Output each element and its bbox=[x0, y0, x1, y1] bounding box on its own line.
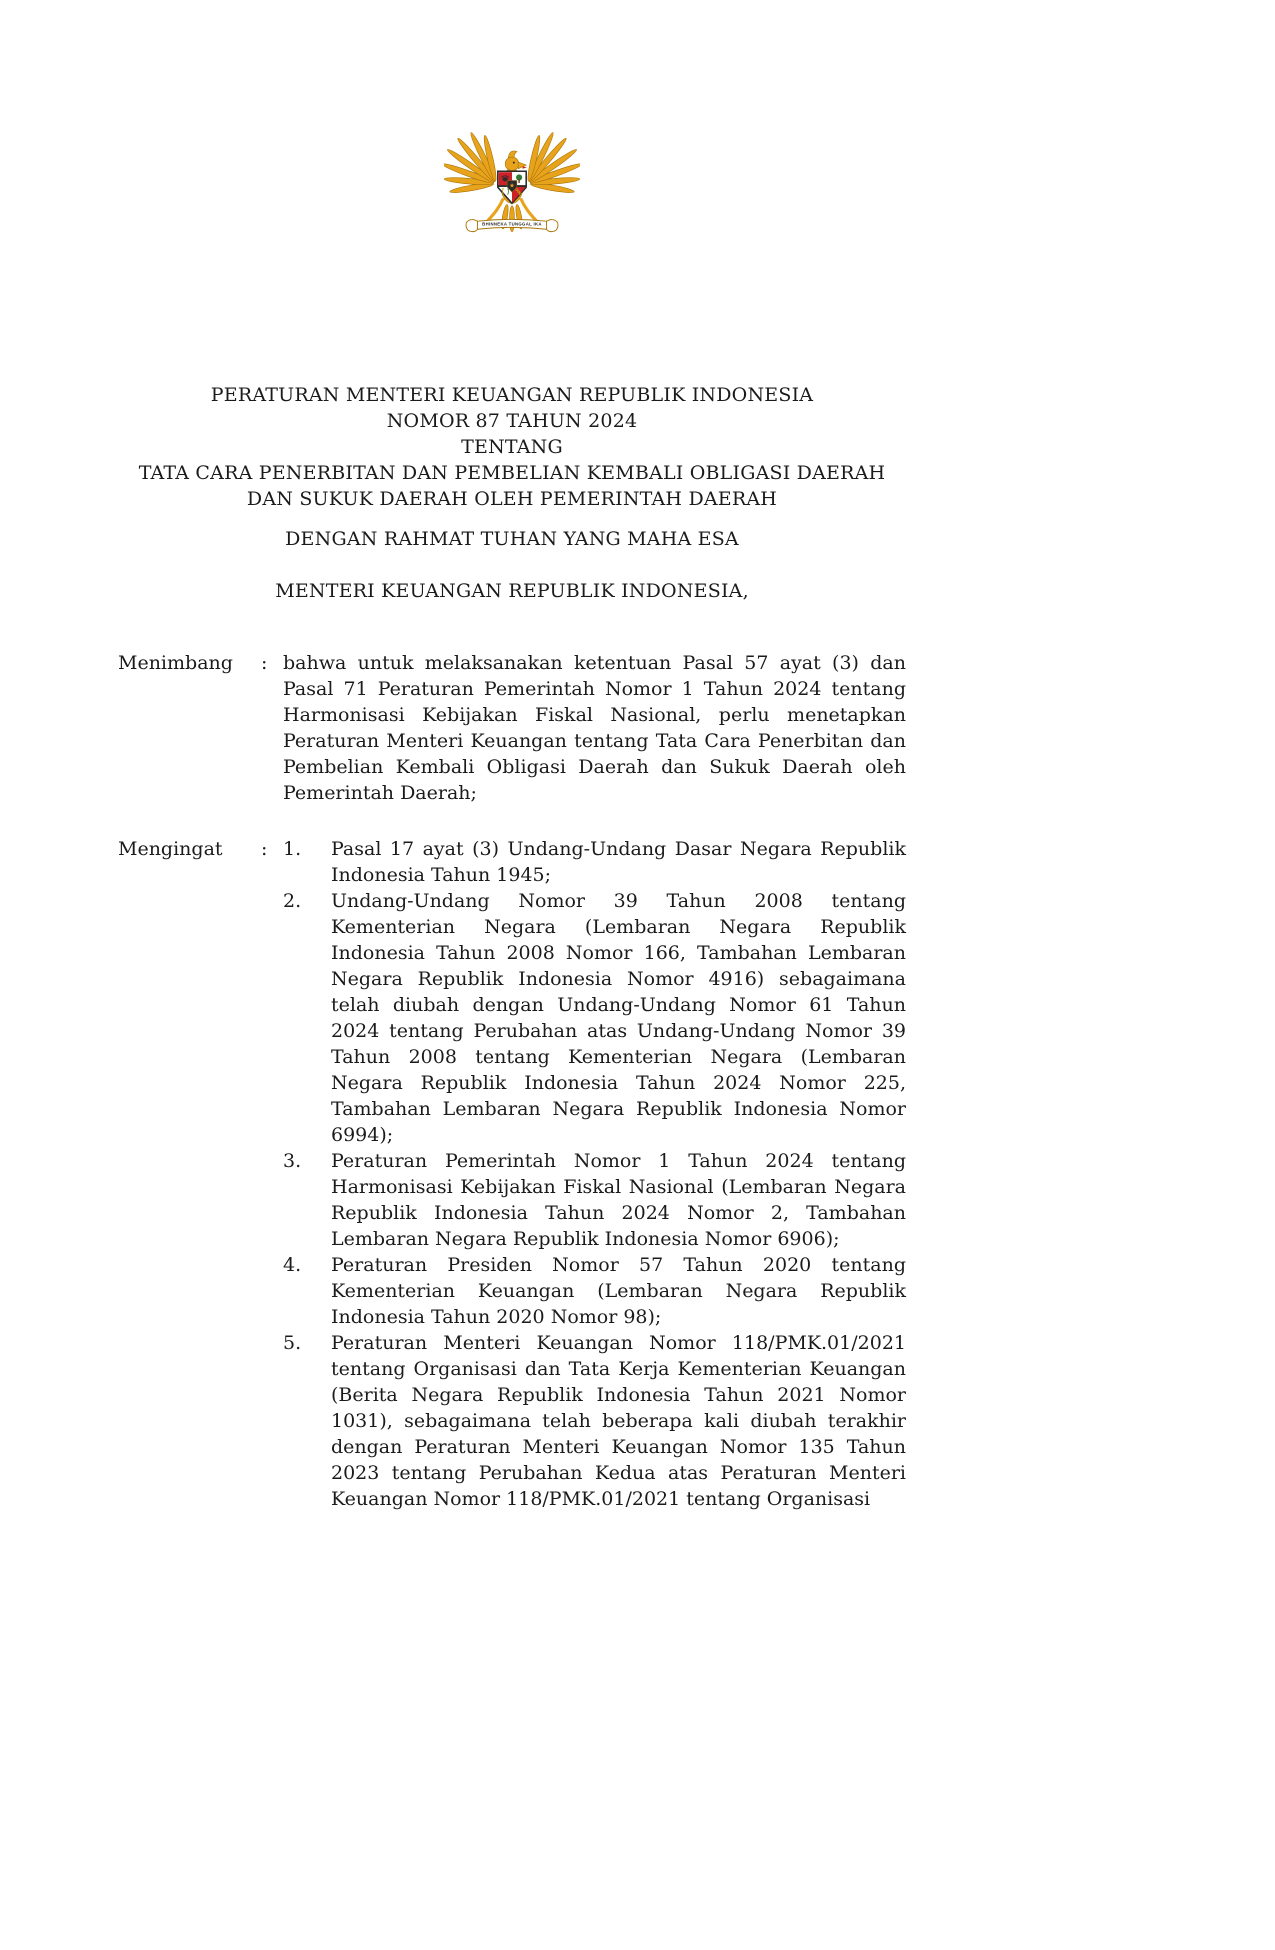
title-line-4: TATA CARA PENERBITAN DAN PEMBELIAN KEMBALI OBLIGASI DAERAH bbox=[138, 462, 886, 484]
list-item-number: 1. bbox=[283, 838, 302, 860]
title-line-2: NOMOR 87 TAHUN 2024 bbox=[386, 410, 638, 432]
mengingat-clause bbox=[118, 836, 906, 1512]
authority-line: MENTERI KEUANGAN REPUBLIK INDONESIA, bbox=[275, 580, 749, 602]
mengingat-separator: : bbox=[261, 838, 268, 860]
list-item-number: 5. bbox=[283, 1332, 302, 1354]
menimbang-separator: : bbox=[261, 652, 268, 674]
list-item-number: 4. bbox=[283, 1254, 302, 1276]
list-item-text: Peraturan Pemerintah Nomor 1 Tahun 2024 tentang Harmonisasi Kebijakan Fiskal Nasional (Lembaran Negara Republik Indonesia Tahun 2024 Nomor 2, Tambahan Lembaran Negara Republik Indonesia Nomor 6906); bbox=[331, 1150, 906, 1250]
list-item-text: Undang-Undang Nomor 39 Tahun 2008 tentang Kementerian Negara (Lembaran Negara Republik Indonesia Tahun 2008 Nomor 166, Tambahan Lembaran Negara Republik Indonesia Nomor 4916) sebagaimana telah diubah dengan Undang-Undang Nomor 61 Tahun 2024 tentang Perubahan atas Undang-Undang Nomor 39 Tahun 2008 tentang Kementerian Negara (Lembaran Negara Republik Indonesia Tahun 2024 Nomor 225, Tambahan Lembaran Negara Republik Indonesia Nomor 6994); bbox=[331, 890, 906, 1146]
list-item-number: 2. bbox=[283, 890, 302, 912]
garuda-pancasila-emblem bbox=[444, 112, 580, 257]
garuda-head bbox=[505, 151, 527, 171]
title-line-1: PERATURAN MENTERI KEUANGAN REPUBLIK INDONESIA bbox=[210, 384, 814, 406]
list-item-text: Pasal 17 ayat (3) Undang-Undang Dasar Negara Republik Indonesia Tahun 1945; bbox=[331, 838, 906, 886]
list-item-text: Peraturan Presiden Nomor 57 Tahun 2020 tentang Kementerian Keuangan (Lembaran Negara Republik Indonesia Tahun 2020 Nomor 98); bbox=[331, 1254, 906, 1328]
list-item bbox=[283, 836, 906, 888]
list-item-text: Peraturan Menteri Keuangan Nomor 118/PMK.01/2021 tentang Organisasi dan Tata Kerja Kementerian Keuangan (Berita Negara Republik Indonesia Tahun 2021 Nomor 1031), sebagaimana telah beberapa kali diubah terakhir dengan Peraturan Menteri Keuangan Nomor 135 Tahun 2023 tentang Perubahan Kedua atas Peraturan Menteri Keuangan Nomor 118/PMK.01/2021 tentang Organisasi bbox=[331, 1332, 906, 1510]
menimbang-text: bahwa untuk melaksanakan ketentuan Pasal 57 ayat (3) dan Pasal 71 Peraturan Pemerintah Nomor 1 Tahun 2024 tentang Harmonisasi Kebijakan Fiskal Nasional, perlu menetapkan Peraturan Menteri Keuangan tentang Tata Cara Penerbitan dan Pembelian Kembali Obligasi Daerah dan Sukuk Daerah oleh Pemerintah Daerah; bbox=[283, 652, 906, 804]
title-line-3: TENTANG bbox=[461, 436, 563, 458]
list-item bbox=[283, 1252, 906, 1330]
invocation-line: DENGAN RAHMAT TUHAN YANG MAHA ESA bbox=[285, 528, 739, 550]
title-line-5: DAN SUKUK DAERAH OLEH PEMERINTAH DAERAH bbox=[246, 488, 778, 510]
emblem-container bbox=[118, 112, 906, 264]
star-icon: ★ bbox=[509, 182, 515, 190]
mengingat-label: Mengingat bbox=[118, 838, 223, 860]
motto-text: BHINNEKA TUNGGAL IKA bbox=[482, 221, 542, 227]
menimbang-label: Menimbang bbox=[118, 652, 233, 674]
list-item bbox=[283, 1148, 906, 1252]
mengingat-list bbox=[283, 836, 906, 1512]
list-item bbox=[283, 888, 906, 1148]
document-page bbox=[118, 0, 906, 1512]
document-title bbox=[118, 382, 906, 512]
menimbang-clause bbox=[118, 650, 906, 806]
list-item bbox=[283, 1330, 906, 1512]
list-item-number: 3. bbox=[283, 1150, 302, 1172]
